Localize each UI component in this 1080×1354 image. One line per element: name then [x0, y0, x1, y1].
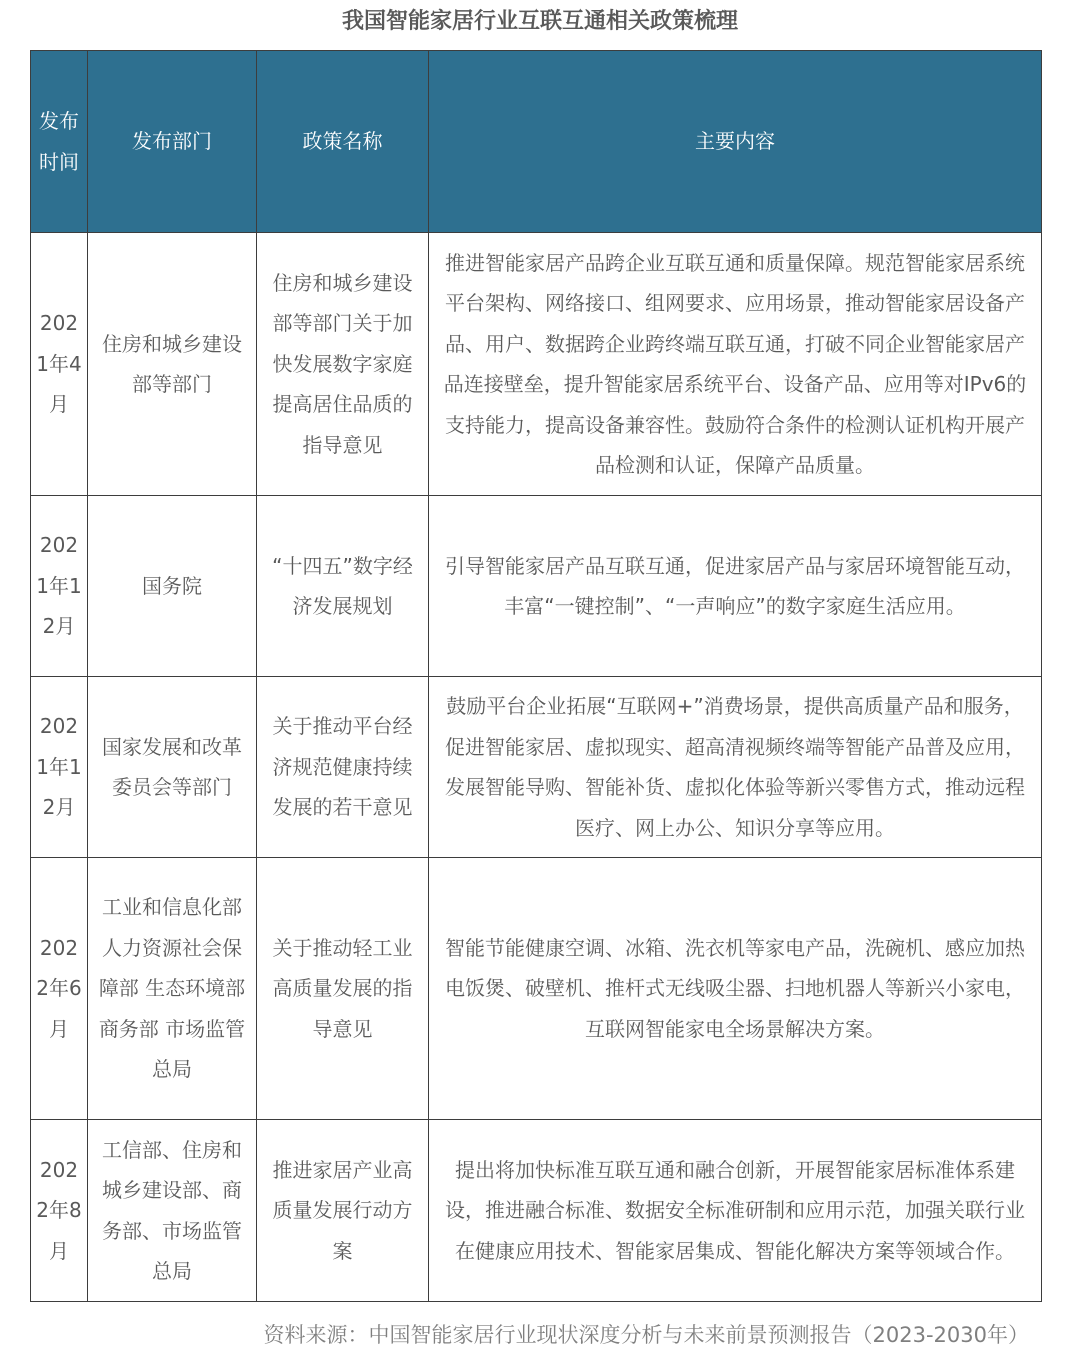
cell-time: 2022年6月 — [31, 858, 88, 1120]
cell-time: 2021年4月 — [31, 233, 88, 496]
cell-department: 国家发展和改革委员会等部门 — [88, 677, 257, 858]
cell-policy: 关于推动平台经济规范健康持续发展的若干意见 — [257, 677, 429, 858]
table-row — [31, 858, 1042, 1120]
cell-department: 工业和信息化部 人力资源社会保障部 生态环境部 商务部 市场监管总局 — [88, 858, 257, 1120]
cell-content: 提出将加快标准互联互通和融合创新，开展智能家居标准体系建设，推进融合标准、数据安全标准研制和应用示范，加强关联行业在健康应用技术、智能家居集成、智能化解决方案等领域合作。 — [429, 1120, 1042, 1302]
policy-table — [30, 50, 1042, 1302]
table-row — [31, 677, 1042, 858]
source-note: 资料来源：中国智能家居行业现状深度分析与未来前景预测报告（2023-2030年） — [263, 1323, 1029, 1347]
table-row — [31, 496, 1042, 677]
cell-time: 2022年8月 — [31, 1120, 88, 1302]
cell-department: 工信部、住房和城乡建设部、商务部、市场监管总局 — [88, 1120, 257, 1302]
table-row — [31, 1120, 1042, 1302]
cell-policy: 推进家居产业高质量发展行动方案 — [257, 1120, 429, 1302]
header-time: 发布时间 — [31, 51, 88, 233]
header-policy: 政策名称 — [257, 51, 429, 233]
header-content: 主要内容 — [429, 51, 1042, 233]
cell-time: 2021年12月 — [31, 677, 88, 858]
header-row — [31, 51, 1042, 233]
header-department: 发布部门 — [88, 51, 257, 233]
table-title: 我国智能家居行业互联互通相关政策梳理 — [341, 9, 738, 34]
cell-policy: “十四五”数字经济发展规划 — [257, 496, 429, 677]
cell-content: 推进智能家居产品跨企业互联互通和质量保障。规范智能家居系统平台架构、网络接口、组网要求、应用场景，推动智能家居设备产品、用户、数据跨企业跨终端互联互通，打破不同企业智能家居产品连接壁垒，提升智能家居系统平台、设备产品、应用等对IPv6的支持能力，提高设备兼容性。鼓励符合条件的检测认证机构开展产品检测和认证，保障产品质量。 — [429, 233, 1042, 496]
cell-policy: 关于推动轻工业高质量发展的指导意见 — [257, 858, 429, 1120]
cell-content: 鼓励平台企业拓展“互联网+”消费场景，提供高质量产品和服务，促进智能家居、虚拟现实、超高清视频终端等智能产品普及应用，发展智能导购、智能补货、虚拟化体验等新兴零售方式，推动远程医疗、网上办公、知识分享等应用。 — [429, 677, 1042, 858]
cell-policy: 住房和城乡建设部等部门关于加快发展数字家庭 提高居住品质的指导意见 — [257, 233, 429, 496]
cell-content: 智能节能健康空调、冰箱、洗衣机等家电产品，洗碗机、感应加热电饭煲、破壁机、推杆式无线吸尘器、扫地机器人等新兴小家电，互联网智能家电全场景解决方案。 — [429, 858, 1042, 1120]
table-row — [31, 233, 1042, 496]
cell-content: 引导智能家居产品互联互通，促进家居产品与家居环境智能互动，丰富“一键控制”、“一声响应”的数字家庭生活应用。 — [429, 496, 1042, 677]
cell-department: 国务院 — [88, 496, 257, 677]
cell-time: 2021年12月 — [31, 496, 88, 677]
cell-department: 住房和城乡建设部等部门 — [88, 233, 257, 496]
